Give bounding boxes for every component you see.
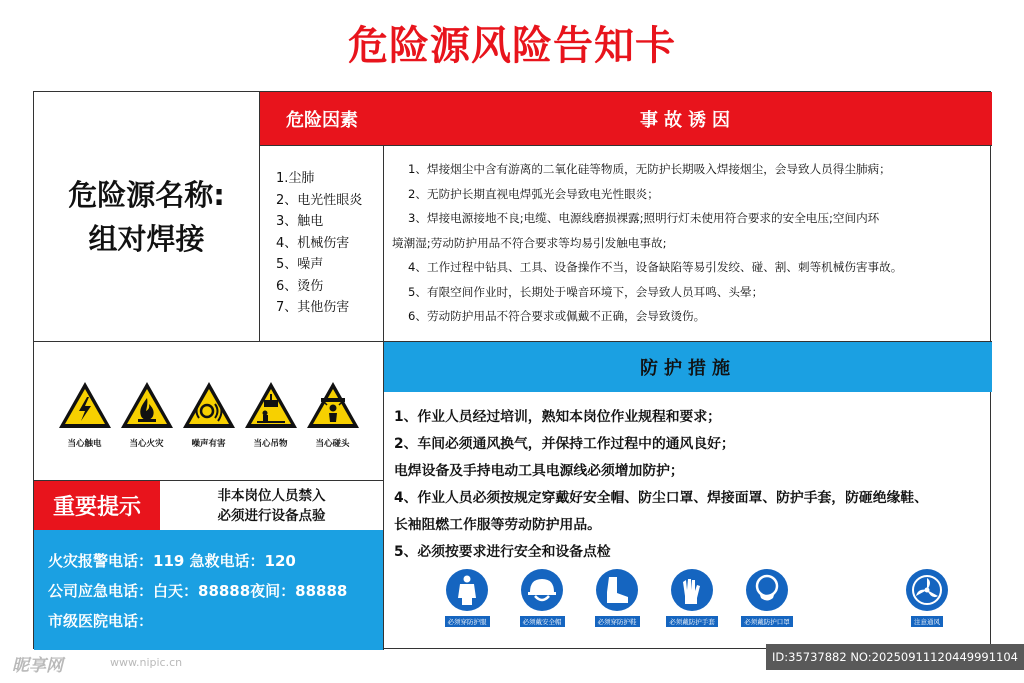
accident-causes-header: 事故诱因: [384, 92, 992, 146]
risk-factor-item: 3、触电: [276, 214, 324, 229]
warning-sign-label: 当心火灾: [129, 439, 164, 449]
warning-sign-label: 噪声有害: [191, 439, 226, 449]
hazard-name-label: 危险源名称:: [68, 177, 225, 212]
accident-cause-item: 4、工作过程中钻具、工具、设备操作不当，设备缺陷等易引发绞、碰、割、刺等机械伤害事故。: [408, 260, 903, 274]
protection-item: 1、作业人员经过培训，熟知本岗位作业规程和要求；: [394, 409, 721, 425]
risk-factors-list: [260, 146, 384, 342]
hazard-name-panel: [34, 92, 260, 342]
warning-sign: [59, 380, 111, 480]
protection-item: 长袖阻燃工作服等劳动防护用品。: [394, 517, 601, 533]
watermark-id: ID:35737882 NO:20250911120449991104: [766, 644, 1024, 670]
page-title: 危险源风险告知卡: [348, 23, 676, 69]
protection-header: 防护措施: [384, 342, 992, 392]
warning-sign-label: 当心碰头: [315, 439, 350, 449]
phone-line: 公司应急电话：白天：88888夜间：88888: [48, 582, 348, 600]
fire-warning-icon: [119, 380, 175, 430]
ppe-sign: [732, 568, 802, 627]
electric-shock-warning-icon: [57, 380, 113, 430]
watermark-logo: 昵享网: [12, 656, 63, 676]
ppe-sign: [657, 568, 727, 627]
phone-line: 火灾报警电话：119 急救电话：120: [48, 552, 296, 570]
warning-sign: [245, 380, 297, 480]
ppe-sign-label: 注意通风: [911, 616, 943, 627]
protection-list: [384, 392, 992, 570]
head-bump-warning-icon: [305, 380, 361, 430]
warning-signs-panel: [34, 342, 384, 481]
ppe-sign-label: 必须戴防护手套: [666, 616, 718, 627]
notice-line: 必须进行设备点验: [217, 507, 326, 524]
dust-mask-icon: [745, 568, 789, 612]
ppe-sign-label: 必须戴防护口罩: [741, 616, 793, 627]
ppe-sign: [582, 568, 652, 627]
warning-sign: [183, 380, 235, 480]
protection-item: 2、车间必须通风换气，并保持工作过程中的通风良好；: [394, 436, 735, 452]
warning-sign-label: 当心吊物: [253, 439, 288, 449]
protective-suit-icon: [445, 568, 489, 612]
risk-factor-item: 7、其他伤害: [276, 300, 350, 315]
accident-cause-item: 1、焊接烟尘中含有游离的二氧化硅等物质，无防护长期吸入焊接烟尘，会导致人员得尘肺病；: [408, 162, 891, 176]
protective-gloves-icon: [670, 568, 714, 612]
accident-cause-item: 2、无防护长期直视电焊弧光会导致电光性眼炎；: [408, 186, 659, 201]
ppe-signs-panel: [384, 568, 992, 650]
ventilation-fan-icon: [905, 568, 949, 612]
ppe-sign-label: 必须穿防护鞋: [595, 616, 640, 627]
emergency-phones-panel: [34, 530, 384, 650]
risk-factor-item: 6、烫伤: [276, 278, 324, 294]
ppe-sign: [892, 568, 962, 627]
hazard-name-value: 组对焊接: [88, 221, 205, 256]
watermark-url: www.nipic.cn: [110, 656, 183, 669]
warning-sign-label: 当心触电: [67, 439, 102, 449]
accident-causes-list: [384, 146, 992, 342]
risk-factor-item: 5、噪声: [276, 257, 324, 272]
notice-line: 非本岗位人员禁入: [217, 487, 326, 504]
accident-cause-item: 6、劳动防护用品不符合要求或佩戴不正确，会导致烫伤。: [408, 309, 706, 323]
ppe-sign: [507, 568, 577, 627]
ppe-sign: [432, 568, 502, 627]
important-notice-tag: 重要提示: [34, 481, 160, 530]
risk-factors-header: 危险因素: [260, 92, 384, 146]
phone-line: 市级医院电话：: [48, 612, 154, 630]
protection-item: 5、必须按要求进行安全和设备点检: [394, 544, 611, 560]
ppe-sign-label: 必须戴安全帽: [520, 616, 565, 627]
safety-helmet-icon: [520, 568, 564, 612]
accident-cause-item: 5、有限空间作业时，长期处于噪音环境下，会导致人员耳鸣、头晕；: [408, 284, 764, 299]
noise-warning-icon: [181, 380, 237, 430]
risk-card: [33, 91, 991, 649]
protective-boots-icon: [595, 568, 639, 612]
protection-item: 4、作业人员必须按规定穿戴好安全帽、防尘口罩、焊接面罩、防护手套，防砸绝缘鞋、: [394, 490, 928, 506]
accident-cause-item: 境潮湿;劳动防护用品不符合要求等均易引发触电事故;: [392, 235, 667, 250]
warning-sign: [307, 380, 359, 480]
risk-factor-item: 2、电光性眼炎: [276, 192, 363, 208]
warning-sign: [121, 380, 173, 480]
crane-load-warning-icon: [243, 380, 299, 430]
accident-cause-item: 3、焊接电源接地不良;电缆、电源线磨损裸露;照明行灯未使用符合要求的安全电压;空间内环: [408, 211, 880, 225]
risk-factor-item: 1.尘肺: [276, 171, 315, 186]
risk-factor-item: 4、机械伤害: [276, 235, 350, 251]
ppe-sign-label: 必须穿防护服: [445, 616, 490, 627]
protection-item: 电焊设备及手持电动工具电源线必须增加防护；: [394, 463, 684, 479]
important-notice-text: [160, 481, 384, 530]
